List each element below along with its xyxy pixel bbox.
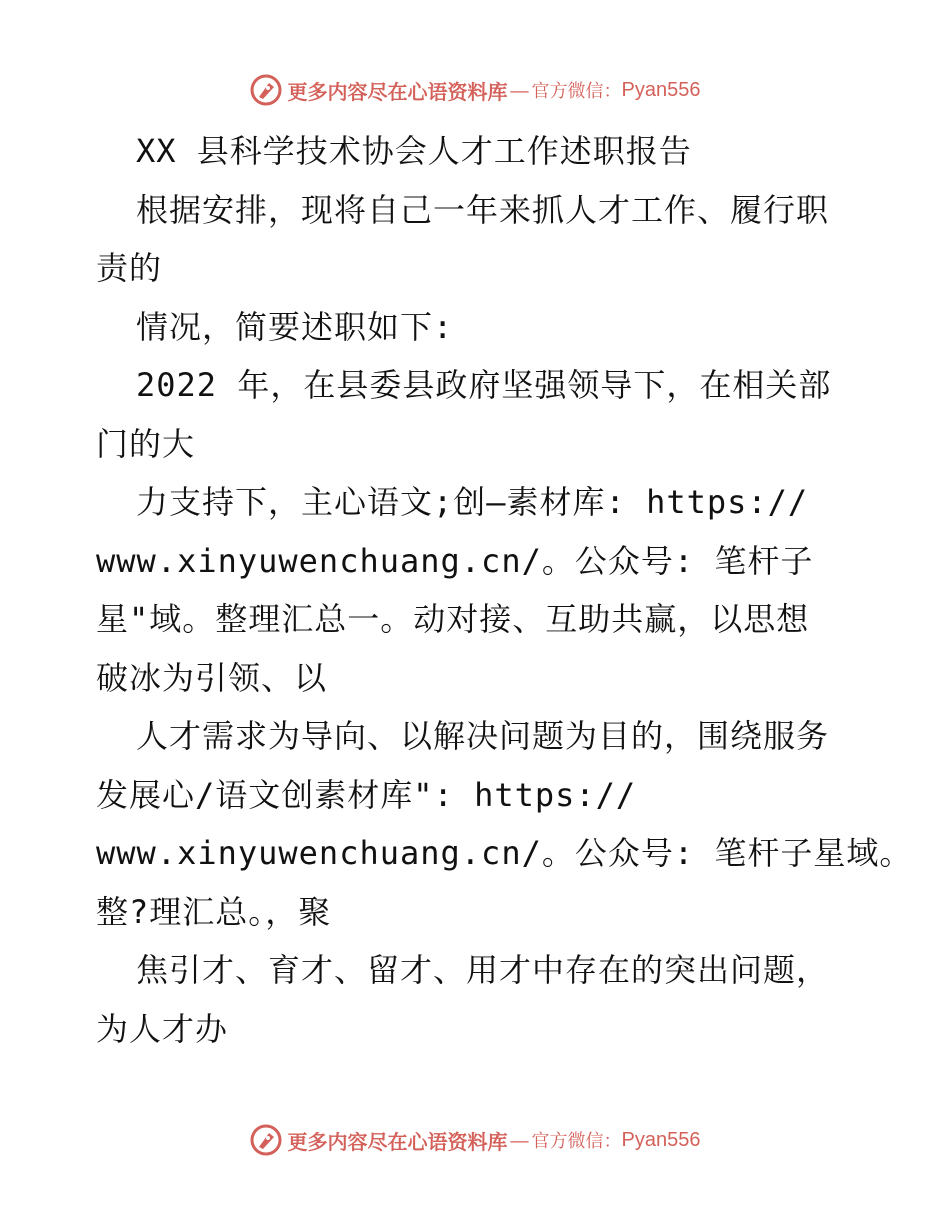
banner-slogan: 更多内容尽在心语资料库 (287, 1129, 508, 1154)
banner-wechat-label: 官方微信： (531, 81, 622, 102)
banner-wechat-id: Pyan556 (621, 1128, 701, 1151)
banner-slogan: 更多内容尽在心语资料库 (287, 79, 508, 104)
pen-nib-logo-icon (250, 74, 282, 106)
banner-wechat-label: 官方微信： (531, 1131, 622, 1152)
header-banner (0, 70, 950, 110)
paragraph-line: www.xinyuwenchuang.cn/。公众号: 笔杆子 (96, 541, 814, 580)
paragraph-line: 人才需求为导向、以解决问题为目的，围绕服务 (136, 717, 830, 755)
paragraph-line: 发展心/语文创素材库": https:// (96, 775, 637, 814)
paragraph-line: 为人才办 (96, 1009, 229, 1048)
paragraph-line: 星"域。整理汇总一。动对接、互助共赢，以思想 (96, 600, 810, 638)
paragraph-line: 破冰为引领、以 (96, 658, 328, 697)
paragraph-line: 门的大 (96, 424, 196, 463)
footer-banner (0, 1120, 950, 1160)
banner-wechat-id: Pyan556 (621, 78, 701, 101)
paragraph-line: 根据安排，现将自己一年来抓人才工作、履行职 (136, 190, 830, 229)
document-body (96, 122, 913, 1058)
pen-nib-logo-icon (250, 1124, 282, 1156)
banner-dash: — (509, 78, 530, 102)
paragraph-line: 力支持下，主心语文;创—素材库: https:// (136, 483, 809, 521)
paragraph-line: 情况，简要述职如下: (136, 307, 454, 346)
paragraph-line: 焦引才、育才、留才、用才中存在的突出问题， (136, 951, 830, 989)
paragraph-line: 整?理汇总。，聚 (96, 892, 332, 931)
banner-dash: — (509, 1128, 530, 1152)
paragraph-line: 责的 (96, 249, 163, 287)
paragraph-line: 2022 年，在县委县政府坚强领导下，在相关部 (136, 366, 832, 404)
paragraph-line: www.xinyuwenchuang.cn/。公众号: 笔杆子星域。 (96, 834, 913, 872)
document-title: XX 县科学技术协会人才工作述职报告 (136, 132, 692, 170)
